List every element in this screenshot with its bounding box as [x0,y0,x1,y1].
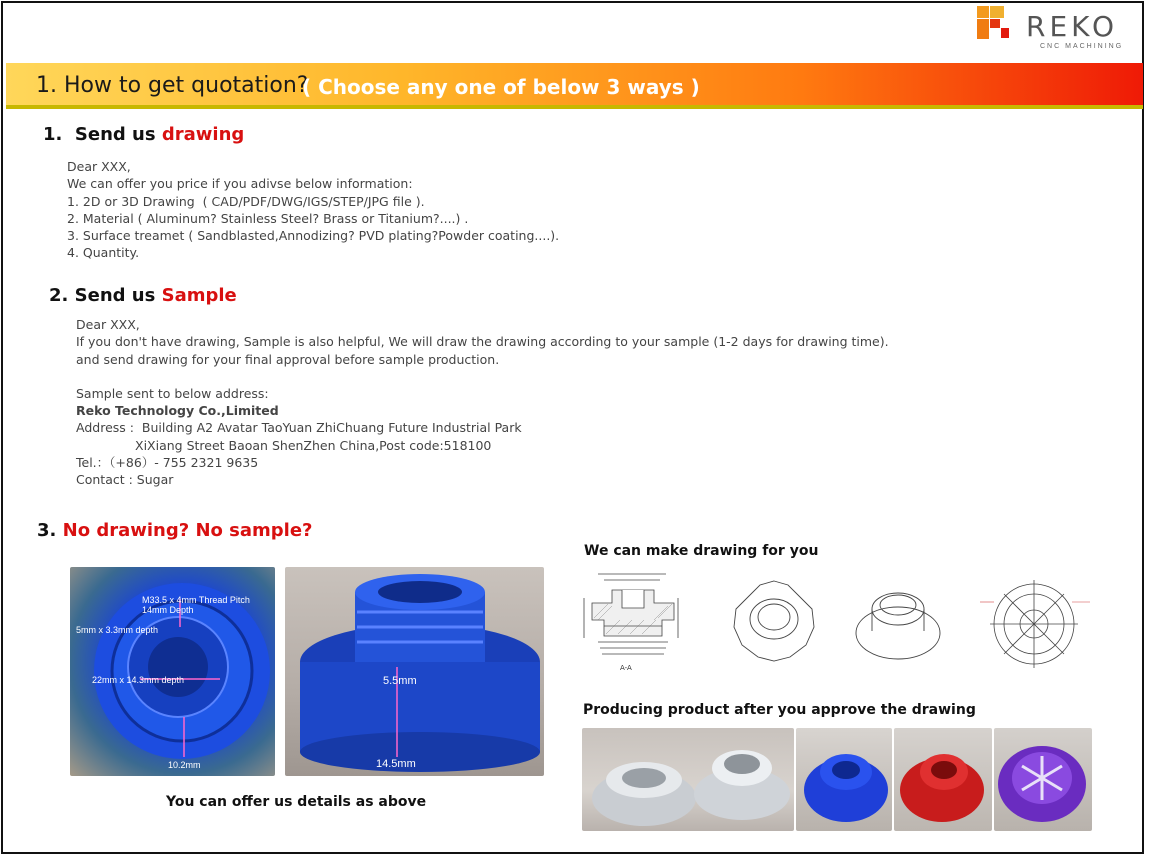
purple-part-photo [994,728,1092,831]
height-annotation-2: 14.5mm [376,758,416,770]
address-label: Address : [76,420,134,436]
blue-part-illustration [796,728,892,831]
iso-drawing-1 [728,575,820,667]
section1-heading [43,124,244,145]
section1-number: 1. [43,124,63,145]
purple-part-illustration [994,728,1092,831]
section3-number: 3. [37,520,57,541]
red-part-photo [894,728,992,831]
telephone: Tel.：（+86）- 755 2321 9635 [76,455,259,471]
section1-line: Dear XXX, [67,159,131,174]
red-part-illustration [894,728,992,831]
section2-body [76,316,889,489]
address-intro: Sample sent to below address: [76,385,269,401]
section1-heading-plain: Send us [74,124,156,145]
contact: Contact : Sugar [76,472,174,488]
depth-annotation-2: 22mm x 14.3mm depth [92,675,185,685]
width-annotation: 5.5mm [383,675,417,687]
section2-heading-red: Sample [161,285,237,306]
silver-parts-illustration [582,728,794,831]
banner-title: 1. How to get quotation? [36,73,309,98]
logo-name: REKO [1026,10,1119,43]
section1-line: 3. Surface treamet ( Sandblasted,Annodizing? PVD plating?Powder coating....). [67,228,560,244]
section1-heading-red: drawing [161,124,245,145]
technical-section-drawing [578,568,688,678]
section2-line: If you don't have drawing, Sample is also helpful, We will draw the drawing according to your sample (1-2 days for drawing time). [76,334,889,350]
address-line2: XiXiang Street Baoan ShenZhen China,Post code:518100 [135,437,492,453]
caption-producing-product: Producing product after you approve the drawing [583,702,976,718]
section1-body [67,158,559,262]
section2-number: 2. [49,285,69,306]
section2-heading [49,285,237,306]
banner-subtitle: ( Choose any one of below 3 ways ) [302,75,700,99]
thread-annotation: M33.5 x 4mm Thread Pitch 14mm Depth [142,595,250,615]
section1-line: We can offer you price if you adivse below information: [67,176,413,192]
logo-tagline: CNC MACHINING [1040,43,1124,50]
caption-make-drawing: We can make drawing for you [584,543,819,559]
section2-heading-plain: Send us [74,285,156,306]
height-annotation: 10.2mm [168,760,201,770]
blue-part-photo [796,728,892,831]
silver-parts-photo [582,728,794,831]
top-view-drawing [976,574,1094,670]
section3-heading [37,520,313,541]
section1-line: 2. Material ( Aluminum? Stainless Steel? Brass or Titanium?....) . [67,210,469,226]
part-photo-top-view [70,567,275,776]
address-line1: Building A2 Avatar TaoYuan ZhiChuang Future Industrial Park [141,420,522,436]
part-photo-side-view [285,567,544,776]
reko-logo-icon [977,6,1015,40]
section2-line: and send drawing for your final approval before sample production. [76,351,500,367]
part-side-view-illustration [285,567,544,776]
depth-annotation-1: 5mm x 3.3mm depth [76,625,159,635]
section3-heading-red: No drawing? No sample? [62,520,313,541]
section2-line: Dear XXX, [76,317,140,332]
section1-line: 1. 2D or 3D Drawing ( CAD/PDF/DWG/IGS/STEP/JPG file ). [67,193,425,209]
company-name: Reko Technology Co.,Limited [76,403,279,419]
section1-line: 4. Quantity. [67,245,140,261]
caption-offer-details: You can offer us details as above [166,794,427,810]
iso-drawing-2 [852,575,944,667]
section-label: A-A [620,664,632,672]
